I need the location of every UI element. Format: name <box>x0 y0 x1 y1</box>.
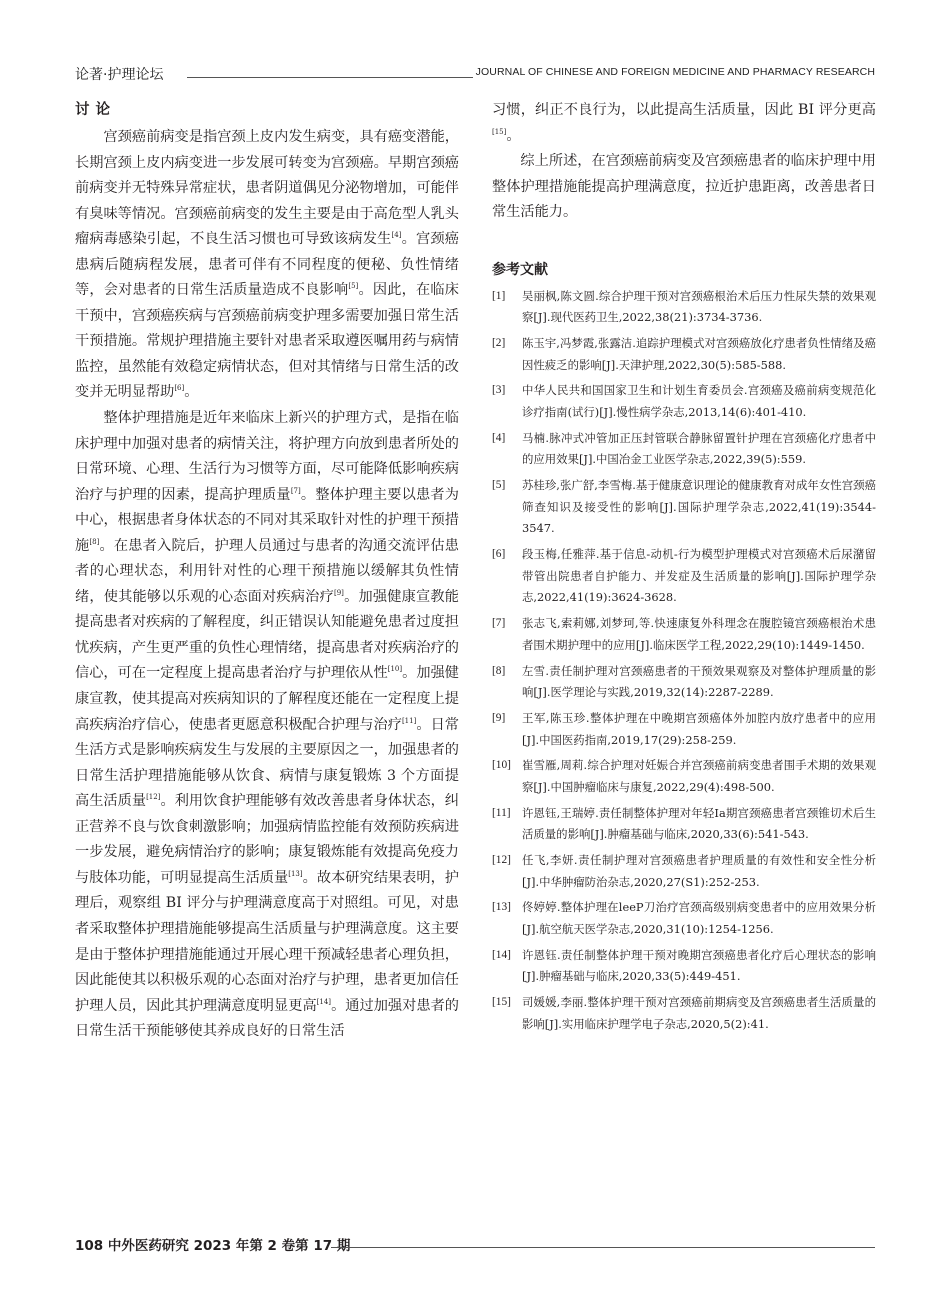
reference-item: [9] 王军,陈玉珍.整体护理在中晚期宫颈癌体外加腔内放疗患者中的应用[J].中国医药指南,2019,17(29):258-259. <box>492 710 876 747</box>
references-heading: 参考文献 <box>492 261 548 278</box>
journal-name: JOURNAL OF CHINESE AND FOREIGN MEDICINE AND PHARMACY RESEARCH <box>475 66 875 78</box>
reference-item: [4] 马楠.脉冲式冲管加正压封管联合静脉留置针护理在宫颈癌化疗患者中的应用效果[J].中国冶金工业医学杂志,2022,39(5):559. <box>492 430 876 467</box>
reference-item: [7] 张志飞,索莉娜,刘梦珂,等.快速康复外科理念在腹腔镜宫颈癌根治术患者围术期护理中的应用[J].临床医学工程,2022,29(10):1449-1450. <box>492 616 876 652</box>
right-column <box>492 98 876 1040</box>
running-header <box>75 64 875 84</box>
discussion-paragraph-2-part-1: 整体护理措施是近年来临床上新兴的护理方式，是指在临床护理中加强对患者的病情关注，将护理方向放到患者所处的日常环境、心理、生活行为习惯等方面，尽可能降低影响疾病治疗与护理的因素，提高护理质量[7]。整体护理主要以患者为中心，根据患者身体状态的不同对其采取针对性的护理干预措施[8]。在患者入院后，护理人员通过与患者的沟通交流评估患者的心理状态，利用针对性的心理干预措施以缓解其负性情绪，使其能够以乐观的心态面对疾病治疗[9]。加强健康宣教能提高患者对疾病的了解程度，纠正错误认知能避免患者过度担忧疾病，产生更严重的负性心理情绪，提高患者对疾病治疗的信心，可在一定程度上提高患者治疗与护理依从性[10]。加强健康宣教，使其提高对疾病知识的了解程度还能在一定程度上提高疾病治疗信心，使患者更愿意积极配合护理与治疗[11]。日常生活方式是影响疾病发生与发展的主要原因之一，加强患者的日常生活护理措施能够从饮食、病情与康复锻炼 3 个方面提高生活质量[12]。利用饮食护理能够有效改善患者身体状态，纠正营养不良与饮食刺激影响；加强病情监控能有效预防疾病进一步发展，避免病情治疗的影响；康复锻炼能有效提高免疫力与肢体功能，可明显提高生活质量[13]。故本研究结果表明，护理后，观察组 BI 评分与护理满意度高于对照组。可见，对患者采取整体护理措施能够提高生活质量与护理满意度。这主要是由于整体护理措施能通过开展心理干预减轻患者心理负担，因此能使其以积极乐观的心态面对治疗与护理，患者更加信任护理人员，因此其护理满意度明显更高[14]。通过加强对患者的日常生活干预能够使其养成良好的日常生活 <box>75 410 459 1040</box>
reference-item: [6] 段玉梅,任雅萍.基于信息-动机-行为模型护理模式对宫颈癌术后尿潴留带管出院患者自护能力、并发症及生活质量的影响[J].国际护理学杂志,2022,41(19):3624-3628. <box>492 547 876 605</box>
discussion-paragraph-3: 综上所述，在宫颈癌前病变及宫颈癌患者的临床护理中用整体护理措施能提高护理满意度，拉近护患距离，改善患者日常生活能力。 <box>492 153 876 221</box>
citation-marker: [14] <box>316 997 332 1006</box>
citation-marker: [4] <box>391 231 402 240</box>
page-footer <box>75 1234 875 1256</box>
reference-item: [13] 佟婷婷.整体护理在leeP刀治疗宫颈高级别病变患者中的应用效果分析[J].航空航天医学杂志,2020,31(10):1254-1256. <box>492 900 876 937</box>
discussion-paragraph-1: 宫颈癌前病变是指宫颈上皮内发生病变，具有癌变潜能，长期宫颈上皮内病变进一步发展可转变为宫颈癌。早期宫颈癌前病变并无特殊异常症状，患者阴道偶见分泌物增加，可能伴有臭味等情况。宫颈癌前病变的发生主要是由于高危型人乳头瘤病毒感染引起，不良生活习惯也可导致该病发生[4]。宫颈癌患病后随病程发展，患者可伴有不同程度的便秘、负性情绪等，会对患者的日常生活质量造成不良影响[5]。因此，在临床干预中，宫颈癌疾病与宫颈癌前病变护理多需要加强日常生活干预措施。常规护理措施主要针对患者采取遵医嘱用药与病情监控，虽然能有效稳定病情状态，但对其情绪与日常生活的改变并无明显帮助[6]。 <box>75 129 459 401</box>
citation-marker: [9] <box>333 588 344 597</box>
discussion-paragraph-2-part-2: 习惯，纠正不良行为，以此提高生活质量，因此 BI 评分更高[15]。 <box>492 102 876 144</box>
citation-marker: [13] <box>288 869 303 878</box>
reference-item: [5] 苏桂珍,张广舒,李雪梅.基于健康意识理论的健康教育对成年女性宫颈癌筛查知识及接受性的影响[J].国际护理学杂志,2022,41(19):3544-3547. <box>492 478 876 536</box>
citation-marker: [10] <box>387 665 403 674</box>
reference-item: [12] 任飞,李妍.责任制护理对宫颈癌患者护理质量的有效性和安全性分析[J].中华肿瘤防治杂志,2020,27(S1):252-253. <box>492 853 876 889</box>
reference-item: [11] 许恩钰,王瑞婷.责任制整体护理对年轻Ⅰa期宫颈癌患者宫颈锥切术后生活质量的影响[J].肿瘤基础与临床,2020,33(6):541-543. <box>492 805 876 842</box>
left-column <box>75 98 459 1045</box>
reference-item: [1] 吴丽枫,陈文圆.综合护理干预对宫颈癌根治术后压力性尿失禁的效果观察[J].现代医药卫生,2022,38(21):3734-3736. <box>492 288 876 325</box>
header-rule <box>187 77 473 78</box>
citation-marker: [12] <box>146 793 161 802</box>
citation-marker: [6] <box>174 384 185 393</box>
citation-marker: [11] <box>401 716 417 725</box>
page-number-and-issue: 108 中外医药研究 2023 年第 2 卷第 17 期 <box>75 1238 351 1254</box>
discussion-heading: 讨论 <box>75 102 116 118</box>
citation-marker: [5] <box>348 282 359 291</box>
citation-marker: [8] <box>89 537 100 546</box>
reference-item: [3] 中华人民共和国国家卫生和计划生育委员会.宫颈癌及癌前病变规范化诊疗指南(试行)[J].慢性病学杂志,2013,14(6):401-410. <box>492 383 876 420</box>
citation-marker: [7] <box>290 486 301 495</box>
citation-marker: [15] <box>492 127 507 136</box>
reference-item: [2] 陈玉宇,冯梦霞,张露洁.追踪护理模式对宫颈癌放化疗患者负性情绪及癌因性疲乏的影响[J].天津护理,2022,30(5):585-588. <box>492 336 876 372</box>
reference-item: [10] 崔雪雁,周莉.综合护理对妊娠合并宫颈癌前病变患者围手术期的效果观察[J].中国肿瘤临床与康复,2022,29(4):498-500. <box>492 758 876 794</box>
reference-item: [8] 左雪.责任制护理对宫颈癌患者的干预效果观察及对整体护理质量的影响[J].医学理论与实践,2019,32(14):2287-2289. <box>492 663 876 700</box>
reference-item: [15] 司媛媛,李丽.整体护理干预对宫颈癌前期病变及宫颈癌患者生活质量的影响[J].实用临床护理学电子杂志,2020,5(2):41. <box>492 995 876 1031</box>
reference-item: [14] 许恩钰.责任制整体护理干预对晚期宫颈癌患者化疗后心理状态的影响[J].肿瘤基础与临床,2020,33(5):449-451. <box>492 947 876 984</box>
reference-list <box>492 286 876 1036</box>
footer-rule <box>331 1247 875 1248</box>
section-label: 论著·护理论坛 <box>75 67 164 83</box>
